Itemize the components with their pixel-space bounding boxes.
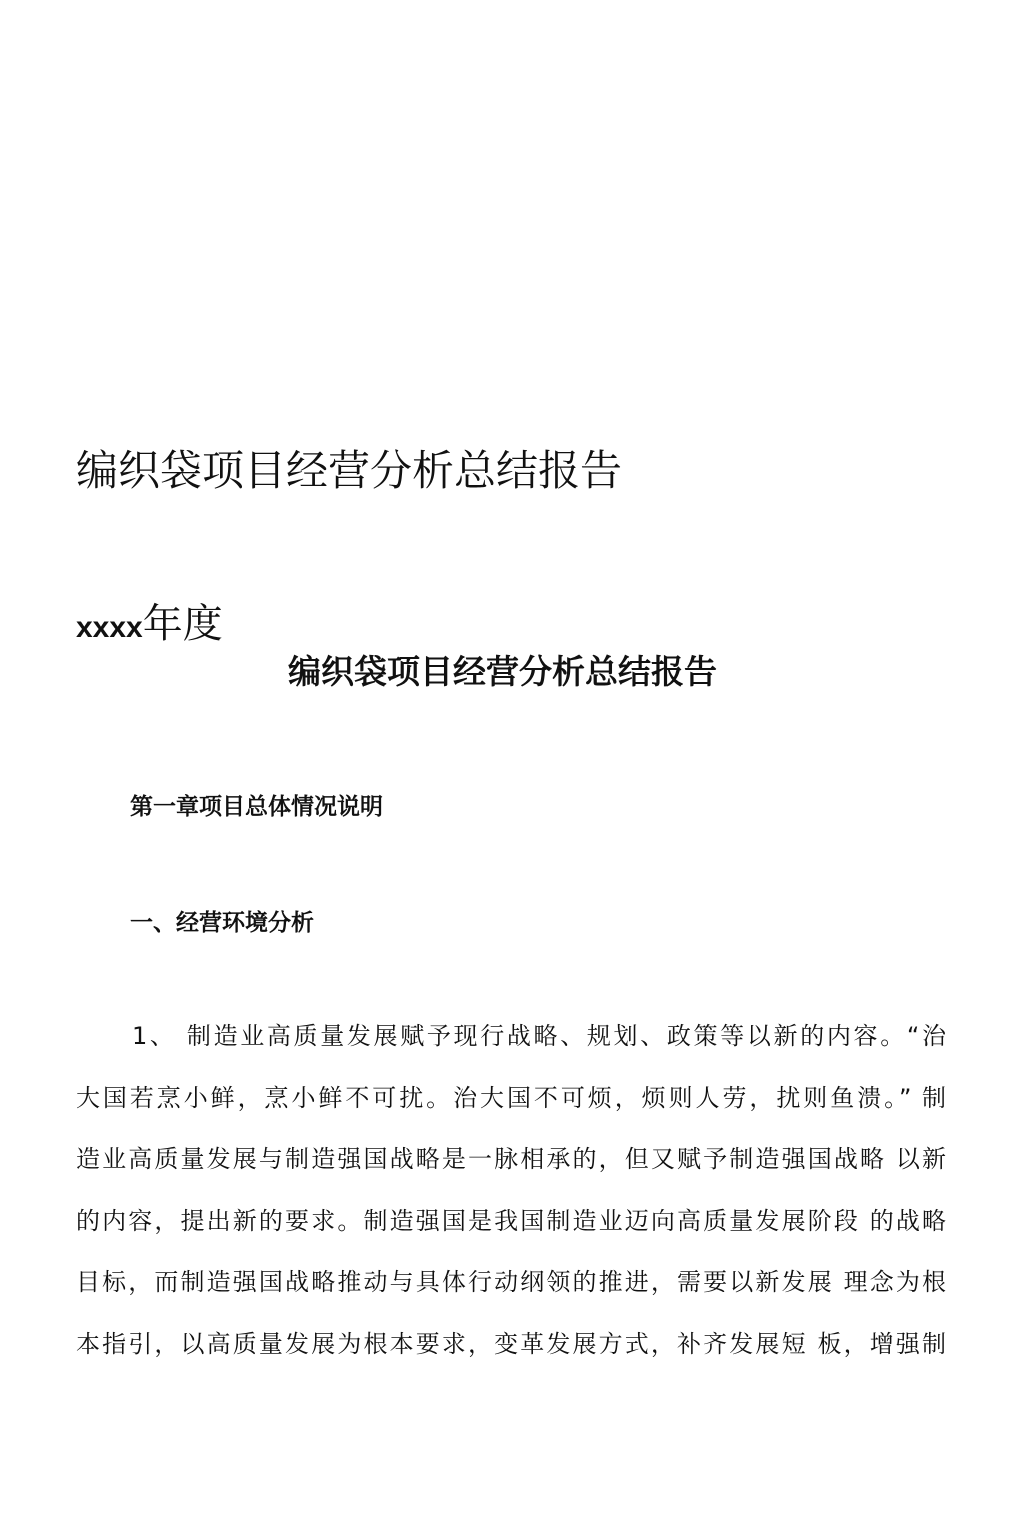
report-title: 编织袋项目经营分析总结报告 xyxy=(288,652,717,691)
paragraph-line: 大国若烹小鲜，烹小鲜不可扰。治大国不可烦，烦则人劳，扰则鱼溃。” 制 xyxy=(76,1083,946,1112)
year-label xyxy=(76,592,223,649)
body-paragraph xyxy=(76,1018,946,1387)
year-suffix: 年度 xyxy=(142,601,223,647)
paragraph-line: 目标，而制造强国战略推动与具体行动纲领的推进，需要以新发展 理念为根 xyxy=(76,1268,946,1296)
paragraph-line: 本指引，以高质量发展为根本要求，变革发展方式，补齐发展短 板，增强制 xyxy=(76,1329,946,1358)
year-prefix: xxxx xyxy=(76,611,143,644)
section-heading: 一、经营环境分析 xyxy=(130,910,314,936)
cover-title: 编织袋项目经营分析总结报告 xyxy=(76,446,623,495)
chapter-heading: 第一章项目总体情况说明 xyxy=(130,794,383,820)
paragraph-line: 造业高质量发展与制造强国战略是一脉相承的，但又赋予制造强国战略 以新 xyxy=(76,1145,946,1173)
paragraph-line: 的内容，提出新的要求。制造强国是我国制造业迈向高质量发展阶段 的战略 xyxy=(76,1206,946,1235)
paragraph-line: 1、 制造业高质量发展赋予现行战略、规划、政策等以新的内容。“治 xyxy=(132,1022,946,1050)
